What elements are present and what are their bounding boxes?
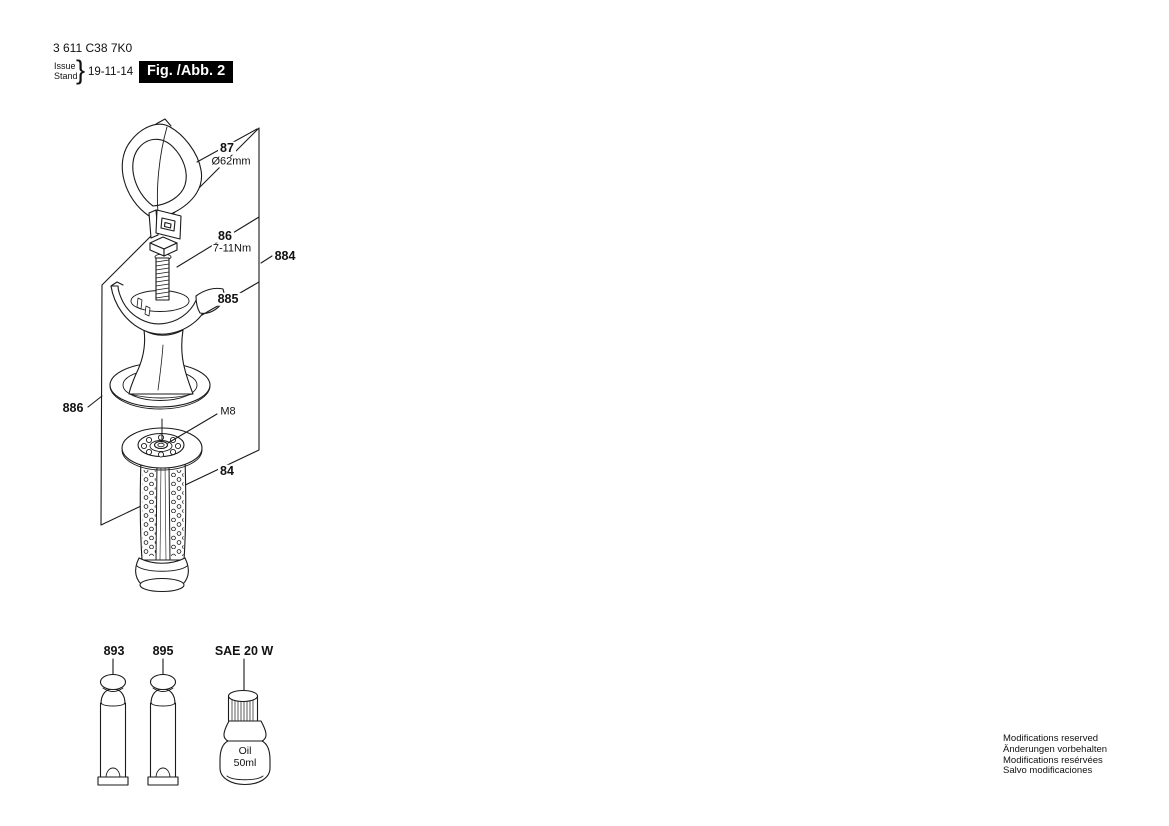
callout-893: 893 <box>103 643 125 658</box>
callout-886: 886 <box>62 400 84 415</box>
callout-86: 86 <box>218 228 232 243</box>
stand-label: Stand <box>54 71 78 81</box>
notice-line-de: Änderungen vorbehalten <box>1003 743 1108 755</box>
notice-line-fr: Modifications resérvées <box>1003 754 1103 766</box>
grease-tube-893 <box>98 675 128 786</box>
figure-number-badge: Fig. /Abb. 2 <box>139 61 233 83</box>
callout-84: 84 <box>220 463 234 478</box>
thread-size-m8: M8 <box>220 405 236 418</box>
notice-line-es: Salvo modificaciones <box>1003 765 1093 777</box>
leader-lines <box>88 129 272 690</box>
issue-stand-labels <box>54 61 78 81</box>
callout-87: 87 <box>220 140 234 155</box>
grease-tube-895 <box>148 675 178 786</box>
oil-bottle-text-line2: 50ml <box>233 756 257 769</box>
dimension-62mm: Ø62mm <box>211 155 251 168</box>
oil-bottle-text-line1: Oil <box>238 744 252 757</box>
callout-885: 885 <box>217 291 239 306</box>
leader-884 <box>261 256 272 263</box>
handle-grip <box>136 456 189 592</box>
modifications-notice <box>1003 734 1107 777</box>
strap-band <box>122 119 201 239</box>
oil-bottle <box>220 691 270 785</box>
leader-886 <box>88 396 102 407</box>
document-part-number: 3 611 C38 7K0 <box>53 41 133 55</box>
bearing-washer <box>122 419 202 470</box>
clamp-fork <box>110 282 225 409</box>
issue-date: 19-11-14 <box>88 66 134 78</box>
torque-spec: 7-11Nm <box>212 242 252 255</box>
notice-line-en: Modifications reserved <box>1003 733 1099 744</box>
issue-label: Issue <box>54 61 76 71</box>
callout-895: 895 <box>152 643 174 658</box>
callout-sae-20w: SAE 20 W <box>214 643 274 658</box>
brace-glyph: } <box>76 55 86 85</box>
callout-884: 884 <box>274 248 296 263</box>
